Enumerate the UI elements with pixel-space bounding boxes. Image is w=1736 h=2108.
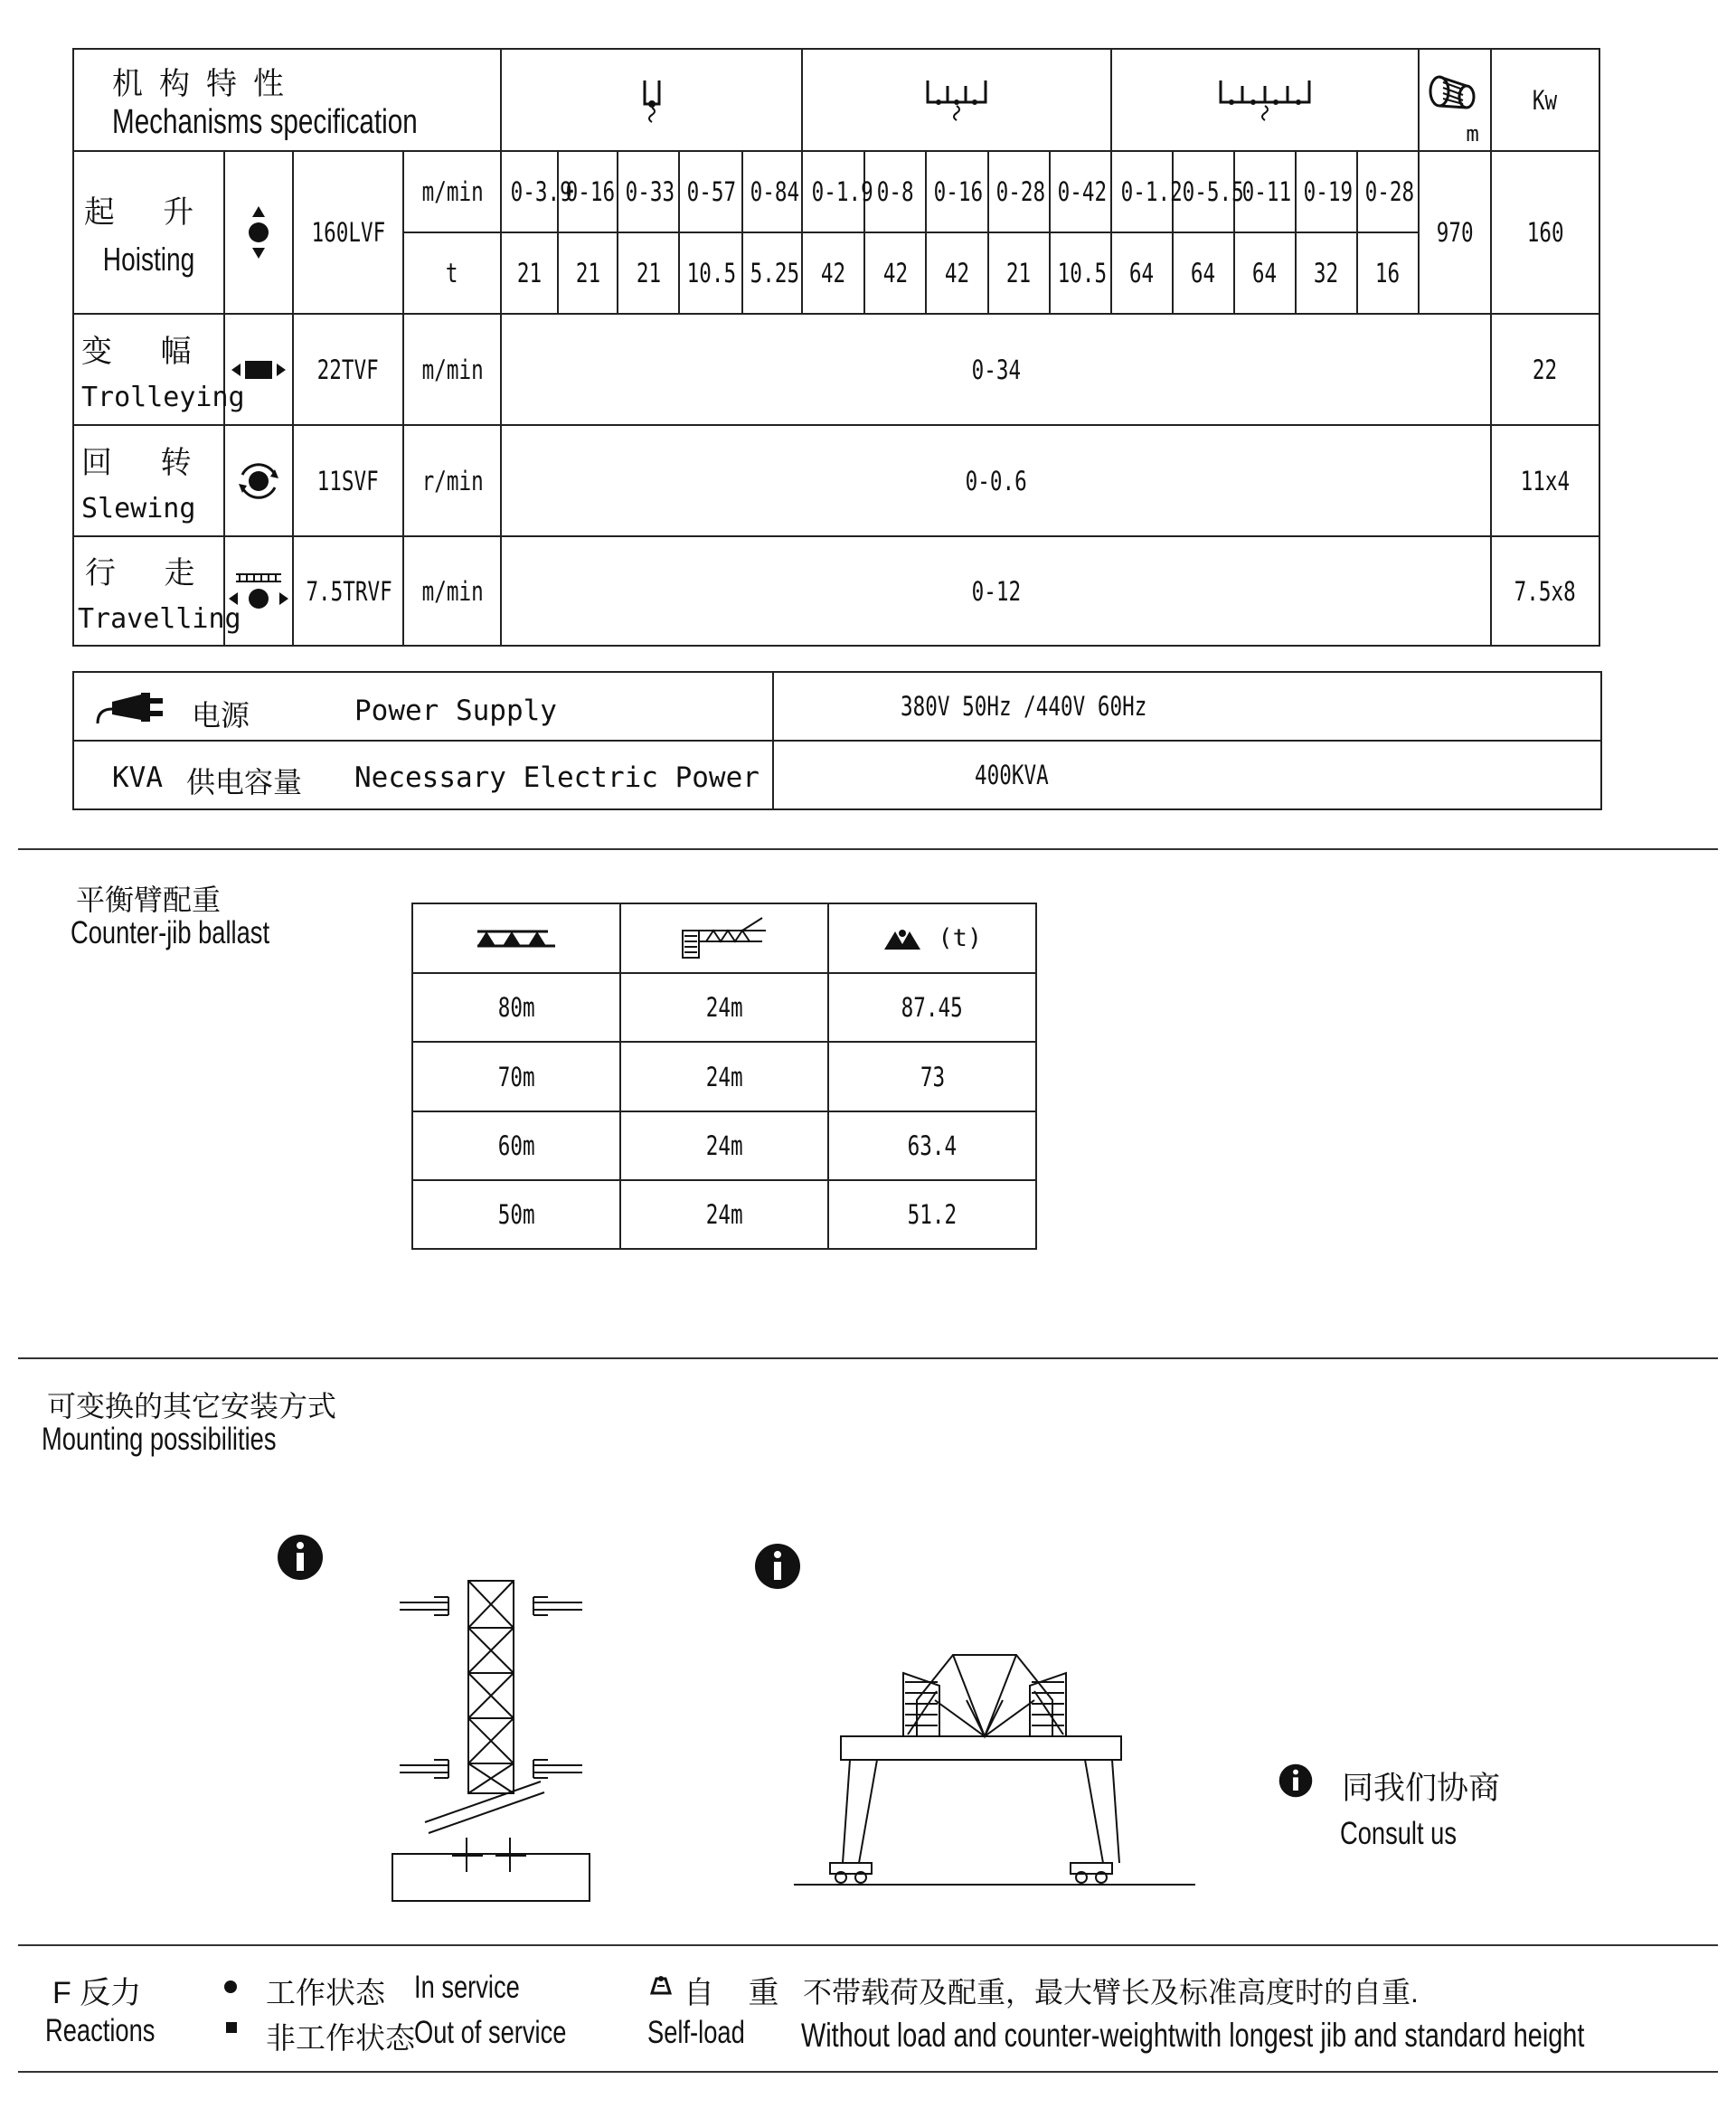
cable-drum-icon (1427, 73, 1481, 118)
hoisting-speed: 0-5.5 (1173, 151, 1234, 232)
out-service-square-icon (226, 2022, 237, 2033)
mounting-title-en: Mounting possibilities (42, 1422, 277, 1457)
slewing-label (73, 425, 224, 536)
hoisting-height: 970 (1419, 151, 1491, 314)
hoisting-speed: 0-28 (1357, 151, 1419, 232)
hoisting-speed-unit: m/min (403, 151, 501, 232)
reactions-en: Reactions (45, 2013, 156, 2048)
ballast-counter: 24m (620, 1180, 828, 1249)
slewing-rotate-icon (236, 458, 281, 504)
trolley-move-icon (230, 356, 288, 383)
travelling-label-en: Travelling (78, 602, 241, 635)
embedded-mast-diagram (389, 1574, 606, 1908)
trolleying-kw: 22 (1491, 314, 1599, 425)
trolleying-unit: m/min (403, 314, 501, 425)
mechanisms-title-cn: 机构特性 (112, 66, 300, 101)
ballast-counter: 24m (620, 1042, 828, 1111)
trolleying-model: 22TVF (293, 314, 403, 425)
self-load-desc-en: Without load and counter-weightwith longest jib and standard height (801, 2017, 1585, 2054)
trolleying-label-cn: 变 幅 (81, 334, 212, 369)
slewing-label-en: Slewing (81, 492, 196, 525)
hoisting-speed: 0-57 (679, 151, 742, 232)
ballast-counter: 24m (620, 973, 828, 1042)
ballast-weight: 73 (828, 1042, 1036, 1111)
hoisting-load: 21 (618, 232, 679, 314)
kva-label (73, 741, 773, 809)
hoisting-speed: 0-1.2 (1111, 151, 1173, 232)
consult-cn: 同我们协商 (1342, 1771, 1501, 1806)
slewing-icon-cell (224, 425, 293, 536)
slewing-model: 11SVF (293, 425, 403, 536)
ballast-counter: 24m (620, 1111, 828, 1180)
ballast-weight: 63.4 (828, 1111, 1036, 1180)
ballast-title-en: Counter-jib ballast (71, 915, 270, 950)
mechanisms-table (72, 48, 1600, 647)
info-icon (754, 1543, 801, 1590)
in-service-cn: 工作状态 (266, 1976, 385, 2009)
travelling-label (73, 536, 241, 646)
jib-length-header (412, 903, 620, 973)
trolleying-label (73, 314, 245, 425)
power-supply-en: Power Supply (354, 695, 557, 727)
hoisting-model: 160LVF (293, 151, 403, 314)
out-service-en: Out of service (414, 2015, 567, 2050)
travelling-kw: 7.5x8 (1491, 536, 1599, 646)
hoisting-speed: 0-8 (864, 151, 926, 232)
mechanisms-title (73, 49, 501, 151)
power-supply-cn: 电源 (192, 699, 250, 732)
ballast-table (411, 903, 1037, 1250)
mounting-title-cn: 可变换的其它安装方式 (47, 1390, 337, 1423)
ballast-jib: 60m (412, 1111, 620, 1180)
hoisting-speed: 0-1.9 (802, 151, 864, 232)
hoisting-load: 21 (501, 232, 558, 314)
hoisting-speed: 0-84 (742, 151, 802, 232)
consult-en: Consult us (1340, 1816, 1457, 1851)
ballast-jib: 80m (412, 973, 620, 1042)
hoisting-load: 10.5 (679, 232, 742, 314)
self-load-icon (649, 1973, 673, 1997)
mechanisms-title-en: Mechanisms specification (112, 102, 418, 141)
hoisting-load: 10.5 (1050, 232, 1111, 314)
power-supply-label (73, 672, 773, 741)
ballast-weight: 51.2 (828, 1180, 1036, 1249)
hoisting-speed: 0-3.9 (501, 151, 558, 232)
kva-cn: 供电容量 (186, 766, 303, 799)
kva-abbr: KVA (112, 761, 163, 794)
self-load-cn: 自 重 (684, 1976, 792, 2010)
divider (18, 848, 1718, 850)
slewing-kw: 11x4 (1491, 425, 1599, 536)
hoisting-speed: 0-11 (1234, 151, 1296, 232)
single-hook-header (501, 49, 802, 151)
self-load-desc-cn: 不带载荷及配重，最大臂长及标准高度时的自重. (803, 1976, 1419, 2009)
hoisting-speed: 0-19 (1296, 151, 1357, 232)
kva-value: 400KVA (773, 741, 1601, 809)
travelling-label-cn: 行 走 (85, 555, 215, 591)
info-icon (277, 1534, 324, 1581)
divider (18, 1357, 1718, 1359)
in-service-dot-icon (224, 1980, 237, 1993)
reactions-cn: F 反力 (52, 1976, 142, 2010)
divider (18, 2071, 1718, 2073)
power-supply-value: 380V 50Hz /440V 60Hz (773, 672, 1601, 741)
ballast-jib: 70m (412, 1042, 620, 1111)
power-table (72, 671, 1602, 810)
slewing-value: 0-0.6 (501, 425, 1491, 536)
slewing-unit: r/min (403, 425, 501, 536)
hoisting-kw: 160 (1491, 151, 1599, 314)
triple-hook-header (1111, 49, 1419, 151)
double-hook-icon (920, 73, 993, 128)
out-service-cn: 非工作状态 (266, 2021, 415, 2055)
divider (18, 1944, 1718, 1946)
self-load-en: Self-load (647, 2015, 745, 2050)
hoisting-load: 21 (558, 232, 618, 314)
triple-hook-icon (1215, 73, 1315, 128)
hoisting-label-cn: 起 升 (83, 194, 214, 230)
hoisting-load: 21 (988, 232, 1050, 314)
hoisting-label-en: Hoisting (102, 240, 195, 278)
hoisting-load-unit: t (403, 232, 501, 314)
hoisting-icon-cell (224, 151, 293, 314)
travelling-value: 0-12 (501, 536, 1491, 646)
info-icon (1278, 1763, 1313, 1798)
height-unit: m (1466, 121, 1479, 147)
hoisting-load: 32 (1296, 232, 1357, 314)
height-header (1419, 49, 1491, 151)
trolleying-label-en: Trolleying (81, 381, 245, 413)
slewing-label-cn: 回 转 (81, 445, 212, 480)
hoisting-load: 64 (1111, 232, 1173, 314)
portal-gantry-diagram (790, 1646, 1206, 1899)
hoisting-load: 42 (864, 232, 926, 314)
travelling-unit: m/min (403, 536, 501, 646)
travelling-model: 7.5TRVF (293, 536, 403, 646)
hoisting-load: 16 (1357, 232, 1419, 314)
weight-unit: (t) (938, 924, 983, 952)
plug-icon (94, 689, 166, 725)
jib-truss-icon (476, 928, 557, 950)
double-hook-header (802, 49, 1110, 151)
kva-en: Necessary Electric Power (354, 761, 760, 794)
hoisting-load: 5.25 (742, 232, 802, 314)
counter-jib-icon (679, 916, 769, 961)
ballast-jib: 50m (412, 1180, 620, 1249)
hoisting-speed: 0-42 (1050, 151, 1111, 232)
ballast-weight-header (828, 903, 1036, 973)
hoist-up-down-icon (245, 204, 272, 260)
hoisting-load: 64 (1234, 232, 1296, 314)
hoisting-speed: 0-16 (558, 151, 618, 232)
hoisting-load: 42 (926, 232, 987, 314)
ballast-title-cn: 平衡臂配重 (76, 884, 222, 916)
kw-header: Kw (1491, 49, 1599, 151)
hoisting-speed: 0-33 (618, 151, 679, 232)
hoisting-speed: 0-28 (988, 151, 1050, 232)
trolleying-value: 0-34 (501, 314, 1491, 425)
counter-jib-header (620, 903, 828, 973)
hoisting-label (73, 151, 224, 314)
hoisting-speed: 0-16 (926, 151, 987, 232)
ballast-weight: 87.45 (828, 973, 1036, 1042)
hoisting-load: 64 (1173, 232, 1234, 314)
in-service-en: In service (414, 1970, 520, 2005)
weight-icon (882, 926, 922, 951)
hoisting-load: 42 (802, 232, 864, 314)
single-hook-icon (625, 73, 679, 128)
